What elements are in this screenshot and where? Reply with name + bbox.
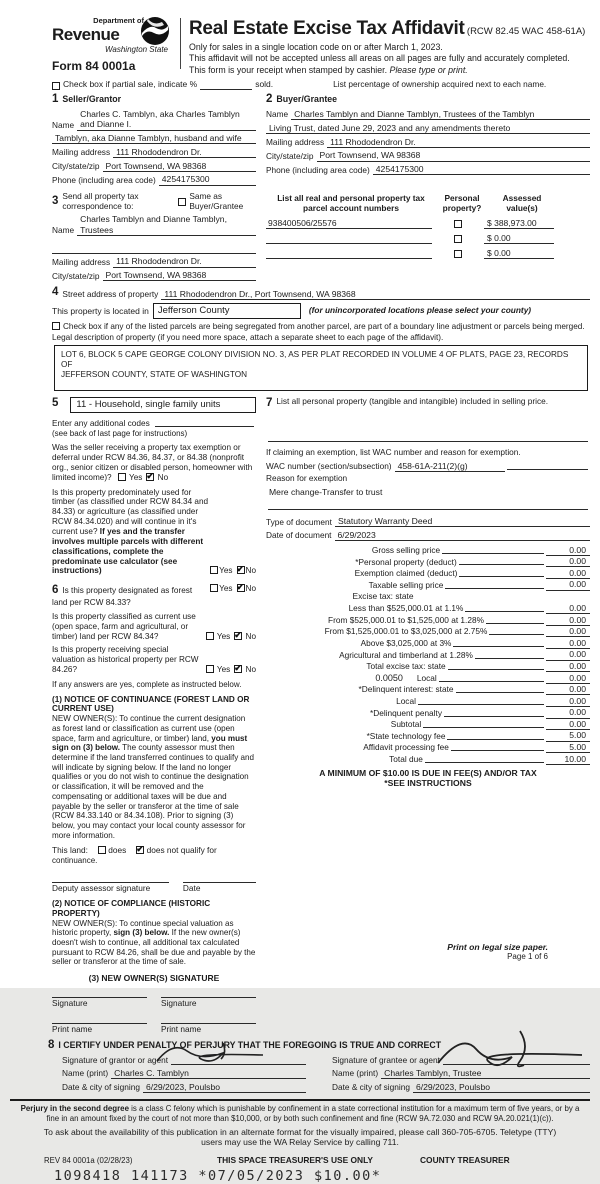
fee-value-field[interactable]: 5.00 — [546, 742, 590, 753]
fee-value-field[interactable]: 0.00 — [546, 615, 590, 626]
fee-value-field[interactable]: 5.00 — [546, 730, 590, 741]
s5q1-yes-checkbox[interactable] — [118, 473, 126, 481]
correspondence-city-state-zip[interactable]: Port Townsend, WA 98368 — [103, 270, 257, 281]
form-header — [10, 16, 590, 75]
continuance-label: continuance. — [52, 856, 98, 866]
fee-table — [266, 544, 590, 765]
title-rcw-reference: (RCW 82.45 WAC 458-61A) — [466, 26, 586, 37]
fee-value-field[interactable]: 0.00 — [546, 556, 590, 567]
section6-question-1: 6 Is this property designated as forest land per RCW 84.33? Yes ✔ No — [52, 584, 256, 608]
land-qualify-row: This land: does ✔ does not qualify for — [52, 846, 256, 856]
s5q2-no-checkbox[interactable] — [237, 566, 245, 574]
legal-description-label: Legal description of property (if you need more space, attach a separate sheet to each page of the affidavit). — [52, 333, 444, 343]
s6q2-no-checkbox[interactable] — [234, 632, 242, 640]
fee-row — [266, 753, 590, 765]
exemption-note: If claiming an exemption, list WAC number and reason for exemption. — [266, 447, 521, 458]
same-as-buyer-label: Same as Buyer/Grantee — [189, 190, 244, 211]
buyer-name-line2[interactable]: Living Trust, dated June 29, 2023 and any amendments thereto — [266, 123, 590, 134]
fee-label: Total excise tax: state — [366, 661, 446, 672]
fee-value-field[interactable]: 0.00 — [546, 719, 590, 730]
fee-label: Above $3,025,000 at 3% — [360, 638, 452, 649]
fee-row — [266, 684, 590, 696]
new-owner-print-name-1[interactable]: Print name — [52, 1023, 147, 1035]
deputy-assessor-signature-line[interactable]: Deputy assessor signature — [52, 882, 169, 894]
notice-compliance-title: (2) NOTICE OF COMPLIANCE (HISTORIC PROPERTY) — [52, 898, 211, 918]
header-note-3: This form is your receipt when stamped by cashier. Please type or print. — [189, 64, 468, 75]
section-2-title: Buyer/Grantee — [276, 93, 338, 104]
segregated-label: Check box if any of the listed parcels are being segregated from another parcel, are part of a boundary line adjustment or parcels being merged. — [63, 321, 585, 331]
new-owner-signature-2[interactable]: Signature — [161, 997, 256, 1009]
seller-city-state-zip[interactable]: Port Townsend, WA 98368 — [103, 161, 257, 172]
s6q2-yes-checkbox[interactable] — [206, 632, 214, 640]
fee-label: Less than $525,000.01 at 1.1% — [348, 603, 464, 614]
street-address-field[interactable]: 111 Rhododendron Dr., Port Townsend, WA 98368 — [161, 289, 590, 300]
section5-question-2: Is this property predominately used for timber (as classified under RCW 84.34 and 84.33) or agriculture (as classified under RCW 84.34.020) and will continue in it's current use? If yes and the transfer involves multiple parcels with different classifications, complete the predominate use calculator (see instructions) Yes ✔ No — [52, 488, 256, 577]
s5q2-yes-checkbox[interactable] — [210, 566, 218, 574]
land-does-not-checkbox[interactable] — [136, 846, 144, 854]
fee-value-field[interactable]: 0.00 — [546, 568, 590, 579]
dept-name: Revenue — [52, 25, 120, 44]
fee-row — [266, 707, 590, 719]
additional-codes-note: (see back of last page for instructions) — [52, 428, 188, 438]
correspondence-name-line2[interactable] — [52, 244, 256, 254]
fee-value-field[interactable]: 0.00 — [546, 661, 590, 672]
section5-question-1: Was the seller receiving a property tax exemption or deferral under RCW 84.36, 84.37, or 84.38 (nonprofit org., senior citizen or disabled person, homeowner with limited income)? Yes ✔ No — [52, 443, 256, 482]
section-5-number: 5 — [52, 397, 59, 410]
section-8-certification — [10, 1039, 590, 1093]
fee-value-field[interactable]: 0.00 — [546, 626, 590, 637]
wac-number-field[interactable]: 458-61A-211(2)(g) — [395, 461, 505, 472]
section-8-number: 8 — [48, 1039, 55, 1052]
fee-label: Taxable selling price — [368, 579, 444, 590]
right-column: 7 List all personal property (tangible and intangible) included in selling price. If claiming an exemption, list WAC number and reason for exemption. WAC number (section/subsection) 458-61A-211(2)(g) Reason for exemption Mere change-Transfer to trust Type of document Statutory Warranty Deed Date of document 6/29/2023 Gross selling price 0.00 *Personal property (deduct) 0.00 Exemption claimed (deduct) 0.00 Taxable selling price 0.00 Excise tax: state Less than $525,000.01 at 1.1% 0.00 From $525,000.01 to $1,525,000 at 1.28% 0.00 From $1,525,000.01 to $3,025,000 at 2.75% 0.00 Above $3,025,000 at 3% 0.00 Agricultural and timberland at 1.28% 0.00 Total excise tax: state 0.00 0.0050 Local 0.00 *Delinquent interest: state 0.00 Local 0.00 *Delinquent penalty 0.00 Subtotal 0.00 *State technology fee 5.00 Affidavit processing fee 5.00 Total due 10.00 A MINIMUM OF $10.00 IS DUE IN FEE(S) AND/OR TAX *SEE INSTRUCTIONS — [256, 397, 590, 1035]
notice-compliance-body: NEW OWNER(S): To continue special valuation as historic property, sign (3) below. If the new owner(s) doesn't wish to continue, all additional tax calculated pursuant to RCW 84.26, shall be due and payable by the seller or transferor at the time of sale. — [52, 918, 256, 967]
parcel-row — [266, 233, 590, 244]
grantor-print-name-field[interactable]: Charles C. Tamblyn — [111, 1068, 306, 1079]
new-owners-signature-title: (3) NEW OWNER(S) SIGNATURE — [88, 973, 220, 984]
fee-label: Agricultural and timberland at 1.28% — [339, 649, 473, 660]
dept-sub: Washington State — [104, 45, 168, 55]
revenue-swirl-icon — [140, 16, 170, 48]
fee-row — [266, 719, 590, 731]
fee-label: From $1,525,000.01 to $3,025,000 at 2.75% — [324, 626, 488, 637]
grantor-signature-field[interactable] — [171, 1055, 306, 1065]
fee-label: Local — [416, 672, 437, 683]
new-owner-print-name-2[interactable]: Print name — [161, 1023, 256, 1035]
fee-row — [266, 579, 590, 591]
grantor-date-city-field[interactable]: 6/29/2023, Poulsbo — [143, 1082, 306, 1093]
section-3-correspondence: 3 Send all property tax correspondence to: Same as Buyer/Grantee Name Charles Tamblyn and Dianne Tamblyn, Trustees Mailing address 111 Rhododendron Dr. City/state/zip Port Townsend, WA 98368 — [10, 192, 256, 282]
fee-row — [266, 672, 590, 684]
partial-sale-suffix: sold. — [255, 79, 274, 90]
correspondence-mailing-address[interactable]: 111 Rhododendron Dr. — [113, 256, 256, 267]
fee-row — [266, 614, 590, 626]
fee-value-field[interactable]: 0.00 — [546, 638, 590, 649]
fee-row — [266, 649, 590, 661]
fee-row — [266, 730, 590, 742]
section-6-number: 6 — [52, 584, 59, 597]
accessibility-note: To ask about the availability of this publication in an alternate format for the visually impaired, please call 360-705-6705. Teletype (TTY) users may use the WA Relay Service by calling 711. — [43, 1127, 557, 1148]
parcel-number-field[interactable] — [266, 249, 432, 259]
s6q3-yes-checkbox[interactable] — [206, 665, 214, 673]
buyer-mailing-address[interactable]: 111 Rhododendron Dr. — [327, 137, 590, 148]
additional-codes-label: Enter any additional codes — [52, 417, 150, 428]
county-select[interactable]: Jefferson County — [153, 303, 301, 318]
reason-exemption-label: Reason for exemption — [266, 472, 348, 483]
section-2-number: 2 — [266, 92, 273, 105]
fee-row — [266, 637, 590, 649]
personal-property-checkbox[interactable] — [454, 220, 462, 228]
fee-row — [266, 567, 590, 579]
buyer-city-state-zip[interactable]: Port Townsend, WA 98368 — [317, 150, 591, 161]
fee-label: *Delinquent interest: state — [358, 684, 454, 695]
fee-label: Affidavit processing fee — [363, 742, 449, 753]
fee-label: Local — [396, 696, 416, 707]
fee-value-field[interactable]: 0.00 — [546, 579, 590, 590]
fee-label: Gross selling price — [371, 544, 441, 555]
section6-question-3: Is this property receiving special valuation as historical property per RCW 84.26? Yes ✔ No — [52, 645, 256, 675]
print-note: Print on legal size paper. — [447, 942, 548, 952]
parcel-table: List all real and personal property tax parcel account numbers Personal property? Assessed value(s) 938400506/25576 $ 388,973.00 $ 0.00 $ 0.00 — [256, 192, 590, 282]
fee-section-header: Excise tax: state — [352, 590, 414, 601]
land-use-code-field[interactable]: 11 - Household, single family units — [70, 397, 256, 412]
fee-label: Subtotal — [390, 719, 422, 730]
header-note-1: Only for sales in a single location code on or after March 1, 2023. — [189, 41, 443, 52]
fee-label: From $525,000.01 to $1,525,000 at 1.28% — [328, 614, 484, 625]
grantee-signature-field[interactable] — [443, 1055, 590, 1065]
grantee-print-name-field[interactable]: Charles Tamblyn, Trustee — [381, 1068, 590, 1079]
section-2-buyer: 2 Buyer/Grantee Name Charles Tamblyn and Dianne Tamblyn, Trustees of the Tamblyn Living Trust, dated June 29, 2023 and any amendments thereto Mailing address 111 Rhododendron Dr. City/state/zip Port Townsend, WA 98368 Phone (including area code) 4254175300 — [256, 93, 590, 186]
fee-value-field[interactable]: 10.00 — [546, 754, 590, 765]
treasurer-receipt-stamp: 1098418 141173 *07/05/2023 $10.00* — [54, 1168, 382, 1184]
section-3-number: 3 — [52, 194, 59, 207]
personal-property-checkbox[interactable] — [454, 250, 462, 258]
fee-row — [266, 603, 590, 615]
seller-phone[interactable]: 4254175300 — [159, 174, 256, 185]
grantor-signature-block: Signature of grantor or agent Name (print) Charles C. Tamblyn Date & city of signing 6/29/2023, Poulsbo — [48, 1053, 306, 1093]
local-rate-value: 0.0050 — [375, 673, 403, 684]
s6q1-no-checkbox[interactable] — [237, 584, 245, 592]
treasurer-space-label: THIS SPACE TREASURER'S USE ONLY — [216, 1154, 374, 1165]
segregated-checkbox[interactable] — [52, 322, 60, 330]
parcel-row — [266, 248, 590, 259]
fee-row — [266, 626, 590, 638]
fee-label: Total due — [389, 754, 423, 765]
fee-label: *Personal property (deduct) — [355, 556, 457, 567]
document-date-field[interactable]: 6/29/2023 — [335, 530, 591, 541]
form-number: Form 84 0001a — [52, 58, 136, 73]
fee-label: Exemption claimed (deduct) — [354, 568, 458, 579]
buyer-phone[interactable]: 4254175300 — [373, 164, 590, 175]
fee-value-field[interactable]: 0.00 — [546, 696, 590, 707]
correspondence-name[interactable]: Charles Tamblyn and Dianne Tamblyn, Trustees — [77, 214, 256, 236]
section-4-number: 4 — [52, 286, 59, 299]
fee-value-field[interactable]: 0.00 — [546, 545, 590, 556]
fee-value-field[interactable]: 0.00 — [546, 684, 590, 695]
same-as-buyer-checkbox[interactable] — [178, 198, 186, 206]
assessed-value-field[interactable]: $ 0.00 — [484, 233, 554, 244]
deputy-date-line[interactable]: Date — [183, 882, 256, 894]
page-indicator: Page 1 of 6 — [507, 952, 548, 962]
certify-statement: I CERTIFY UNDER PENALTY OF PERJURY THAT THE FOREGOING IS TRUE AND CORRECT — [58, 1040, 442, 1051]
new-owner-signature-1[interactable]: Signature — [52, 997, 147, 1009]
s6q3-no-checkbox[interactable] — [234, 665, 242, 673]
fee-row — [266, 544, 590, 556]
partial-sale-checkbox[interactable] — [52, 82, 60, 90]
assessed-value-field[interactable]: $ 0.00 — [484, 248, 554, 259]
page-title: Real Estate Excise Tax Affidavit — [189, 18, 465, 39]
county-treasurer-label: COUNTY TREASURER — [420, 1154, 510, 1165]
fee-row — [266, 742, 590, 754]
rev-form-id: REV 84 0001a (02/28/23) — [44, 1155, 133, 1165]
section-4-property: 4 Street address of property 111 Rhododendron Dr., Port Townsend, WA 98368 This property is located in Jefferson County (for unincorporated locations please select your county) Check box if any of the listed parcels are being segregated from another parcel, are part of a boundary line adjustment or parcels being merged. Legal description of property (if you need more space, attach a separate sheet to each page of the affidavit). LOT 6, BLOCK 5 CAPE GEORGE COLONY DIVISION NO. 3, AS PER PLAT RECORDED IN VOLUME 4 OF PLATS, PAGE 23, RECORDS OF JEFFERSON COUNTY, STATE OF WASHINGTON — [10, 286, 590, 391]
header-divider — [180, 18, 181, 69]
left-column — [10, 397, 256, 1035]
fee-value-field[interactable]: 0.00 — [546, 649, 590, 660]
reason-exemption-value[interactable]: Mere change-Transfer to trust — [269, 486, 383, 497]
ownership-note: List percentage of ownership acquired next to each name. — [333, 78, 547, 89]
personal-property-label: List all personal property (tangible and intangible) included in selling price. — [276, 396, 549, 407]
located-label: This property is located in — [52, 305, 149, 316]
seller-name-line2[interactable]: Tamblyn, aka Dianne Tamblyn, husband and wife — [52, 133, 256, 144]
fee-row — [266, 695, 590, 707]
grantee-signature-block: Signature of grantee or agent Name (print) Charles Tamblyn, Trustee Date & city of signing 6/29/2023, Poulsbo — [332, 1053, 590, 1093]
seller-name-line1[interactable]: Charles C. Tamblyn, aka Charles Tamblyn and Dianne I. — [77, 109, 256, 131]
grantee-date-city-field[interactable]: 6/29/2023, Poulsbo — [413, 1082, 590, 1093]
section-7-number: 7 — [266, 397, 273, 410]
section6-question-2: Is this property classified as current use (open space, farm and agricultural, or timber) land per RCW 84.34? Yes ✔ No — [52, 612, 256, 642]
fee-value-field[interactable]: 0.00 — [546, 603, 590, 614]
notice-continuance-body: NEW OWNER(S): To continue the current designation as forest land or classification as current use (open space, farm and agriculture, or timber) land, you must sign on (3) below. The county assessor must then determine if the land transferred continues to qualify and will indicate by signing below. If the land no longer qualifies or you do not wish to continue the designation or classification, it will be removed and the compensating or additional taxes will be due and payable by the seller or transferor at the time of sale (RCW 84.33.140 or 84.34.108). Prior to signing (3) below, you may contact your local county assessor for more information. — [52, 714, 255, 840]
located-note: (for unincorporated locations please select your county) — [308, 304, 532, 315]
fee-label: *State technology fee — [366, 730, 446, 741]
fee-label: *Delinquent penalty — [370, 707, 442, 718]
partial-sale-label: Check box if partial sale, indicate % — [63, 79, 198, 90]
additional-codes-field[interactable] — [155, 426, 254, 427]
fee-value-field[interactable]: 0.00 — [546, 673, 590, 684]
footer-rule — [10, 1099, 590, 1101]
section-1-title: Seller/Grantor — [62, 93, 122, 104]
land-does-checkbox[interactable] — [98, 846, 106, 854]
s6q1-yes-checkbox[interactable] — [210, 584, 218, 592]
parcel-row — [266, 218, 590, 229]
document-type-field[interactable]: Statutory Warranty Deed — [335, 516, 590, 527]
section-1-seller: 1 Seller/Grantor Name Charles C. Tamblyn, aka Charles Tamblyn and Dianne I. Tamblyn, aka Dianne Tamblyn, husband and wife Mailing address 111 Rhododendron Dr. City/state/zip Port Townsend, WA 98368 Phone (including area code) 4254175300 — [10, 93, 256, 186]
buyer-name-line1[interactable]: Charles Tamblyn and Dianne Tamblyn, Trustees of the Tamblyn — [291, 109, 590, 120]
fee-row — [266, 556, 590, 568]
parcel-number-field[interactable] — [266, 234, 432, 244]
minimum-fee-note: A MINIMUM OF $10.00 IS DUE IN FEE(S) AND/OR TAX *SEE INSTRUCTIONS — [319, 767, 537, 789]
section-1-number: 1 — [52, 92, 59, 105]
s5q1-no-checkbox[interactable] — [146, 473, 154, 481]
header-note-2: This affidavit will not be accepted unless all areas on all pages are fully and accurately completed. — [189, 53, 570, 64]
legal-description-field[interactable]: LOT 6, BLOCK 5 CAPE GEORGE COLONY DIVISION NO. 3, AS PER PLAT RECORDED IN VOLUME 4 OF PLATS, PAGE 23, RECORDS OF JEFFERSON COUNTY, STATE OF WASHINGTON — [54, 345, 588, 391]
seller-mailing-address[interactable]: 111 Rhododendron Dr. — [113, 147, 256, 158]
fee-row — [266, 661, 590, 673]
section6-note: If any answers are yes, complete as instructed below. — [52, 679, 242, 689]
perjury-statement: Perjury in the second degree is a class C felony which is punishable by confinement in a state correctional institution for a maximum term of five years, or by a fine in an amount fixed by the court of not more than $10,000, or by both such confinement and fine (RCW 9A.72.030 and RCW 9A.20.021(1)(c)). — [20, 1104, 580, 1123]
assessed-value-field[interactable]: $ 388,973.00 — [484, 218, 554, 229]
fee-value-field[interactable]: 0.00 — [546, 707, 590, 718]
personal-property-field[interactable] — [268, 441, 588, 442]
parcel-number-field[interactable]: 938400506/25576 — [266, 218, 432, 229]
section-3-title: Send all property tax correspondence to: — [62, 190, 139, 211]
dept-line: Department of — [93, 16, 144, 25]
notice-continuance-title: (1) NOTICE OF CONTINUANCE (FOREST LAND OR CURRENT USE) — [52, 694, 250, 714]
dor-logo — [52, 16, 170, 75]
personal-property-checkbox[interactable] — [454, 235, 462, 243]
partial-sale-percent-field[interactable] — [200, 89, 252, 90]
